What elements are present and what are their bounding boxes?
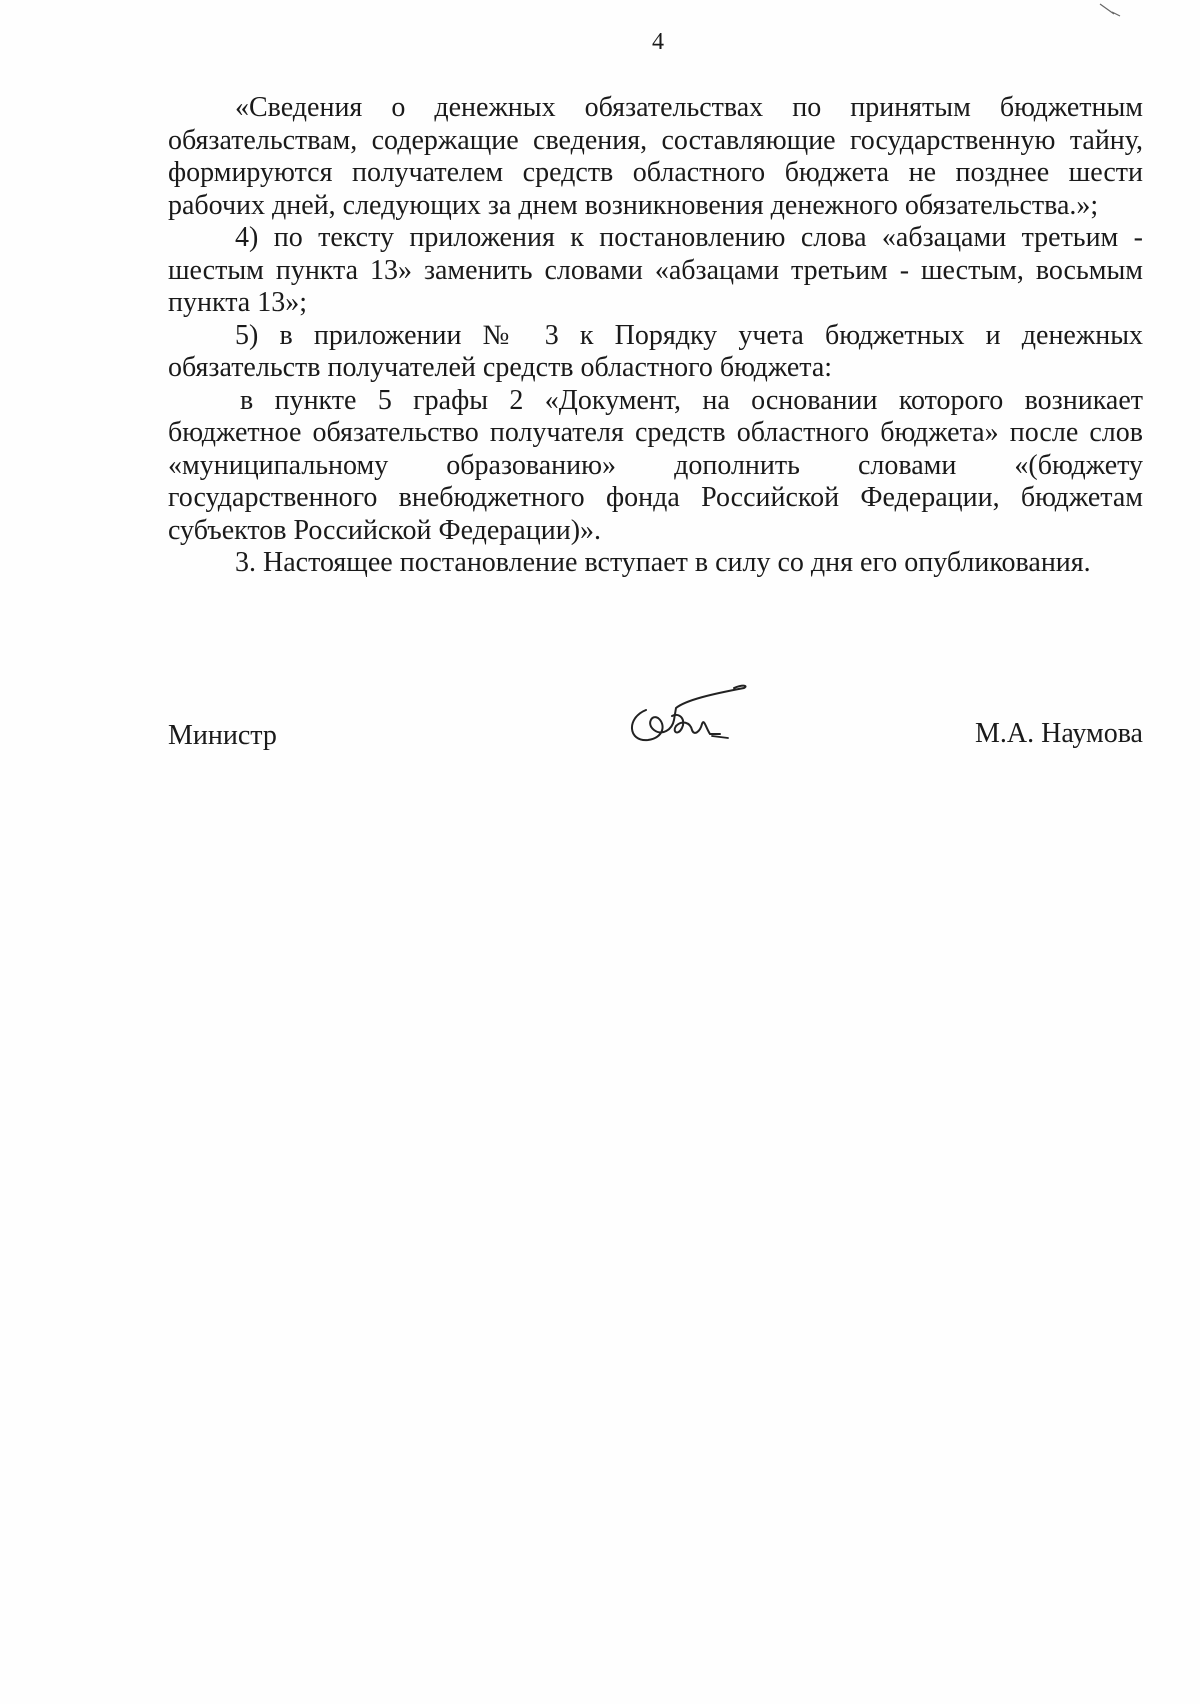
handwritten-signature	[616, 680, 766, 758]
signatory-title: Министр	[168, 720, 277, 751]
paragraph-1: «Сведения о денежных обязательствах по принятым бюджетным обязательствам, содержащие сведения, составляющие государственную тайну, формируются получателем средств областного бюджета не позднее шести рабочих дней, следующих за днем возникновения денежного обязательства.»;	[168, 92, 1143, 221]
signature-block	[168, 690, 1143, 780]
paragraph-5: 3. Настоящее постановление вступает в силу со дня его опубликования.	[235, 547, 1091, 578]
paragraph-4: в пункте 5 графы 2 «Документ, на основании которого возникает бюджетное обязательство получателя средств областного бюджета» после слов «муниципальному образованию» дополнить словами «(бюджету государственного внебюджетного фонда Российской Федерации, бюджетам субъектов Российской Федерации)».	[168, 384, 1143, 546]
page-number: 4	[652, 29, 664, 55]
paragraph-3: 5) в приложении № 3 к Порядку учета бюджетных и денежных обязательств получателей средств областного бюджета:	[168, 319, 1143, 383]
scan-corner-mark	[1090, 0, 1130, 28]
document-body	[168, 92, 1143, 580]
paragraph-2: 4) по тексту приложения к постановлению слова «абзацами третьим - шестым пункта 13» заменить словами «абзацами третьим - шестым, восьмым пункта 13»;	[168, 222, 1143, 318]
signatory-name: М.А. Наумова	[975, 718, 1143, 749]
